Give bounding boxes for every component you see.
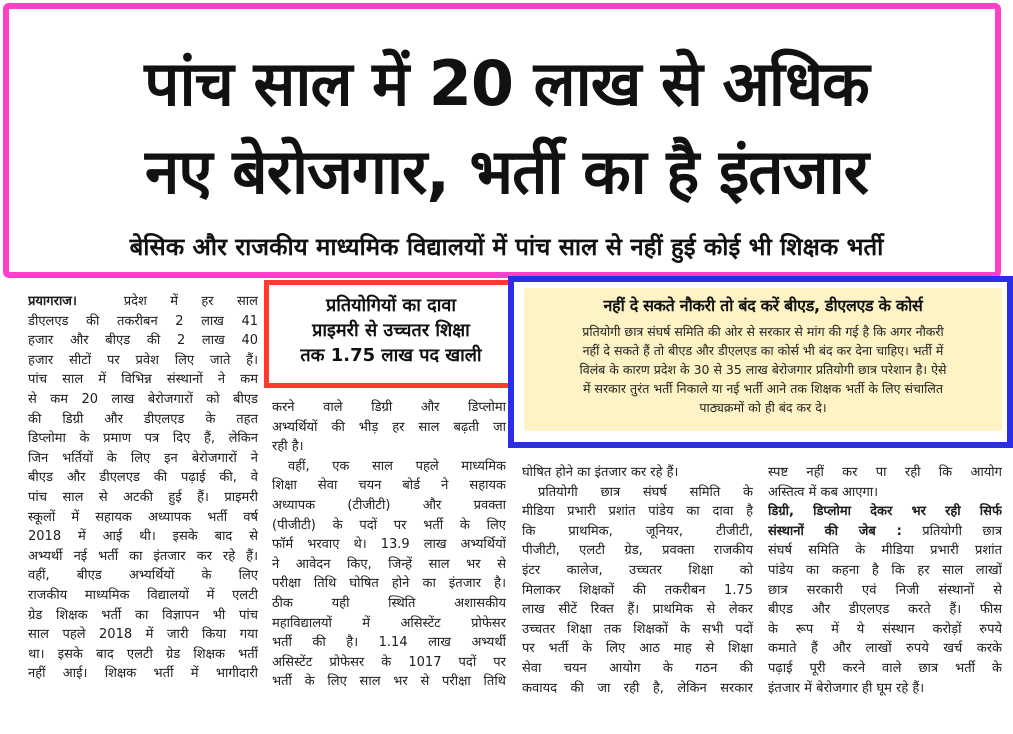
column-line: स्पष्ट नहीं कर पा रही कि आयोग (768, 465, 1002, 480)
article-column-4 (768, 463, 1002, 698)
column-line: कि प्राथमिक, जूनियर, टीजीटी, (522, 523, 753, 539)
column-line: पर भर्ती के लिए आठ माह से शिक्षा (522, 641, 753, 657)
column-line: साल पहले 2018 में जारी किया गया (28, 627, 258, 643)
subheading-line: डिग्री, डिप्लोमा देकर भर रही सिर्फ (768, 504, 1002, 520)
subheadline: बेसिक और राजकीय माध्यमिक विद्यालयों में पांच साल से नहीं हुई कोई भी शिक्षक भर्ती (129, 233, 884, 261)
article-column-3 (522, 463, 753, 698)
column-line: लाख सीटें रिक्त हैं। प्राथमिक से लेकर (522, 602, 753, 618)
column-line: पढ़ाई पूरी करने वाले छात्र भर्ती के (768, 660, 1002, 676)
column-line (272, 457, 506, 477)
demand-box-title: नहीं दे सकते नौकरी तो बंद करें बीएड, डीएलएड के कोर्स (603, 296, 923, 315)
demand-box-line: नहीं दे सकते हैं तो बीएड और डीएलएड का कोर्स भी बंद कर देना चाहिए। भर्ती में (582, 343, 944, 358)
column-line: पीजीटी, एलटी ग्रेड, प्रवक्ता राजकीय (522, 543, 753, 559)
column-line: के रूप में ये संस्थान करोड़ों रुपये (768, 621, 1002, 637)
column-line: महाविद्यालयों में असिस्टेंट प्रोफेसर (272, 615, 506, 631)
column-line: कमाते हैं और लाखों रुपये खर्च करके (768, 641, 1002, 657)
column-line: की डिग्री और डीएलएड के तहत (28, 411, 258, 427)
dateline: प्रयागराज। (28, 294, 77, 309)
column-line: डिप्लोमा के प्रमाण पत्र दिए हैं, लेकिन (28, 431, 258, 447)
column-line: करने वाले डिग्री और डिप्लोमा (272, 400, 506, 415)
column-line: था। इसके बाद एलटी ग्रेड शिक्षक भर्ती (28, 646, 258, 662)
column-line (768, 522, 1002, 542)
column-line-text: प्रदेश में हर साल (123, 294, 258, 309)
column-line: स्कूलों में सहायक अध्यापक भर्ती वर्ष (28, 509, 258, 525)
headline-line-2: नए बेरोजगार, भर्ती का है इंतजार (144, 135, 869, 208)
column-line: से कम 20 लाख बेरोजगारों को बीएड (28, 391, 258, 407)
column-line: वहीं, बीएड अभ्यर्थियों के लिए (28, 568, 258, 584)
column-line-text: प्रतियोगी छात्र (922, 523, 1002, 539)
column-line: 2018 में आई थी। इसके बाद से (28, 529, 258, 545)
claim-line: प्राइमरी से उच्चतर शिक्षा (312, 320, 470, 341)
column-line: मिलाकर शिक्षकों की तकरीबन 1.75 (522, 582, 753, 598)
column-line-text: वहीं, एक साल पहले माध्यमिक (288, 458, 506, 474)
column-line: अध्यापक (टीजीटी) और प्रवक्ता (272, 497, 506, 513)
column-line: भर्ती की है। 1.14 लाख अभ्यर्थी (272, 635, 506, 651)
claim-line: तक 1.75 लाख पद खाली (300, 345, 482, 366)
column-line (522, 483, 753, 503)
column-line-text: प्रतियोगी छात्र संघर्ष समिति के (538, 484, 753, 500)
column-line: घोषित होने का इंतजार कर रहे हैं। (522, 465, 679, 480)
column-line: परीक्षा तिथि घोषित होने का इंतजार है। (272, 576, 506, 592)
column-line: हजार और बीएड की 2 लाख 40 (28, 333, 258, 349)
claim-line: प्रतियोगियों का दावा (325, 295, 457, 316)
column-line: संघर्ष समिति के मीडिया प्रभारी प्रशांत (768, 543, 1002, 559)
column-line: शिक्षा सेवा चयन बोर्ड ने सहायक (272, 478, 506, 494)
column-line: इंतजार में बेरोजगार ही घूम रहे हैं। (768, 680, 925, 696)
column-line: रही है। (272, 439, 304, 455)
column-line: पांच साल से अटकी हुई हैं। प्राइमरी (28, 489, 258, 505)
column-line: बीएड और डीएलएड करते हैं। फीस (768, 602, 1002, 618)
column-line: फॉर्म भरवाए थे। 13.9 लाख अभ्यर्थियों (272, 537, 506, 553)
column-line: मीडिया प्रभारी प्रशांत पांडेय का दावा है (522, 504, 753, 520)
demand-box-line: में सरकार तुरंत भर्ती निकाले या नई भर्ती आने तक शिक्षक भर्ती के लिए संचालित (583, 381, 943, 396)
column-line: अभ्यर्थी नई भर्ती का इंतजार कर रहे हैं। (28, 548, 258, 564)
column-line: इंटर कालेज, उच्चतर शिक्षा को (522, 562, 753, 578)
column-line: जिन भर्तियों के लिए इन बेरोजगारों ने (28, 450, 258, 466)
headline-line-1: पांच साल में 20 लाख से अधिक (144, 47, 869, 120)
column-line: भर्ती के लिए साल भर से परीक्षा तिथि (272, 674, 506, 690)
claim-box (264, 280, 518, 388)
column-line: डीएलएड की तकरीबन 2 लाख 41 (28, 313, 258, 329)
column-line: (पीजीटी) के पदों पर भर्ती के लिए (272, 517, 506, 533)
column-line: ठीक यही स्थिति अशासकीय (272, 595, 506, 611)
column-line: हजार सीटों पर प्रवेश लिए जाते हैं। (28, 352, 258, 368)
column-line: अभ्यर्थियों की भीड़ हर साल बढ़ती जा (272, 419, 506, 435)
demand-box-line: विलंब के कारण प्रदेश के 30 से 35 लाख बेरोजगार प्रतियोगी छात्र परेशान है। ऐसे (579, 362, 947, 377)
column-line: कवायद की जा रही है, लेकिन सरकार (522, 680, 753, 696)
article-column-1 (28, 292, 258, 684)
column-line: ने आवेदन किए, जिन्हें साल भर से (272, 556, 506, 572)
column-line: पांडेय का कहना है कि हर साल लाखों (768, 562, 1002, 578)
column-line: बीएड और डीएलएड की पढ़ाई की, वे (28, 470, 258, 486)
column-line: पांच साल में विभिन्न संस्थानों ने कम (28, 372, 258, 388)
column-line: अस्तित्व में कब आएगा। (768, 484, 879, 500)
column-line: सेवा चयन आयोग के गठन की (522, 660, 753, 676)
demand-box-line: पाठ्यक्रमों को ही बंद कर दे। (699, 400, 827, 415)
column-line: छात्र सरकारी एवं निजी संस्थानों से (768, 582, 1002, 598)
column-line: नहीं आई। शिक्षक भर्ती में भागीदारी (28, 666, 258, 682)
column-line: ग्रेड शिक्षक भर्ती का विज्ञापन भी पांच (28, 607, 258, 623)
column-line: असिस्टेंट प्रोफेसर के 1017 पदों पर (272, 654, 506, 670)
column-line: राजकीय माध्यमिक विद्यालयों में एलटी (28, 587, 258, 603)
column-line (28, 292, 258, 312)
subheading-tail: संस्थानों की जेब : (768, 523, 902, 539)
demand-box-line: प्रतियोगी छात्र संघर्ष समिति की ओर से सरकार से मांग की गई है कि अगर नौकरी (582, 324, 944, 339)
demand-box (524, 288, 1002, 431)
article-column-2 (272, 398, 506, 692)
column-line: उच्चतर शिक्षा तक शिक्षकों के सभी पदों (522, 621, 753, 637)
